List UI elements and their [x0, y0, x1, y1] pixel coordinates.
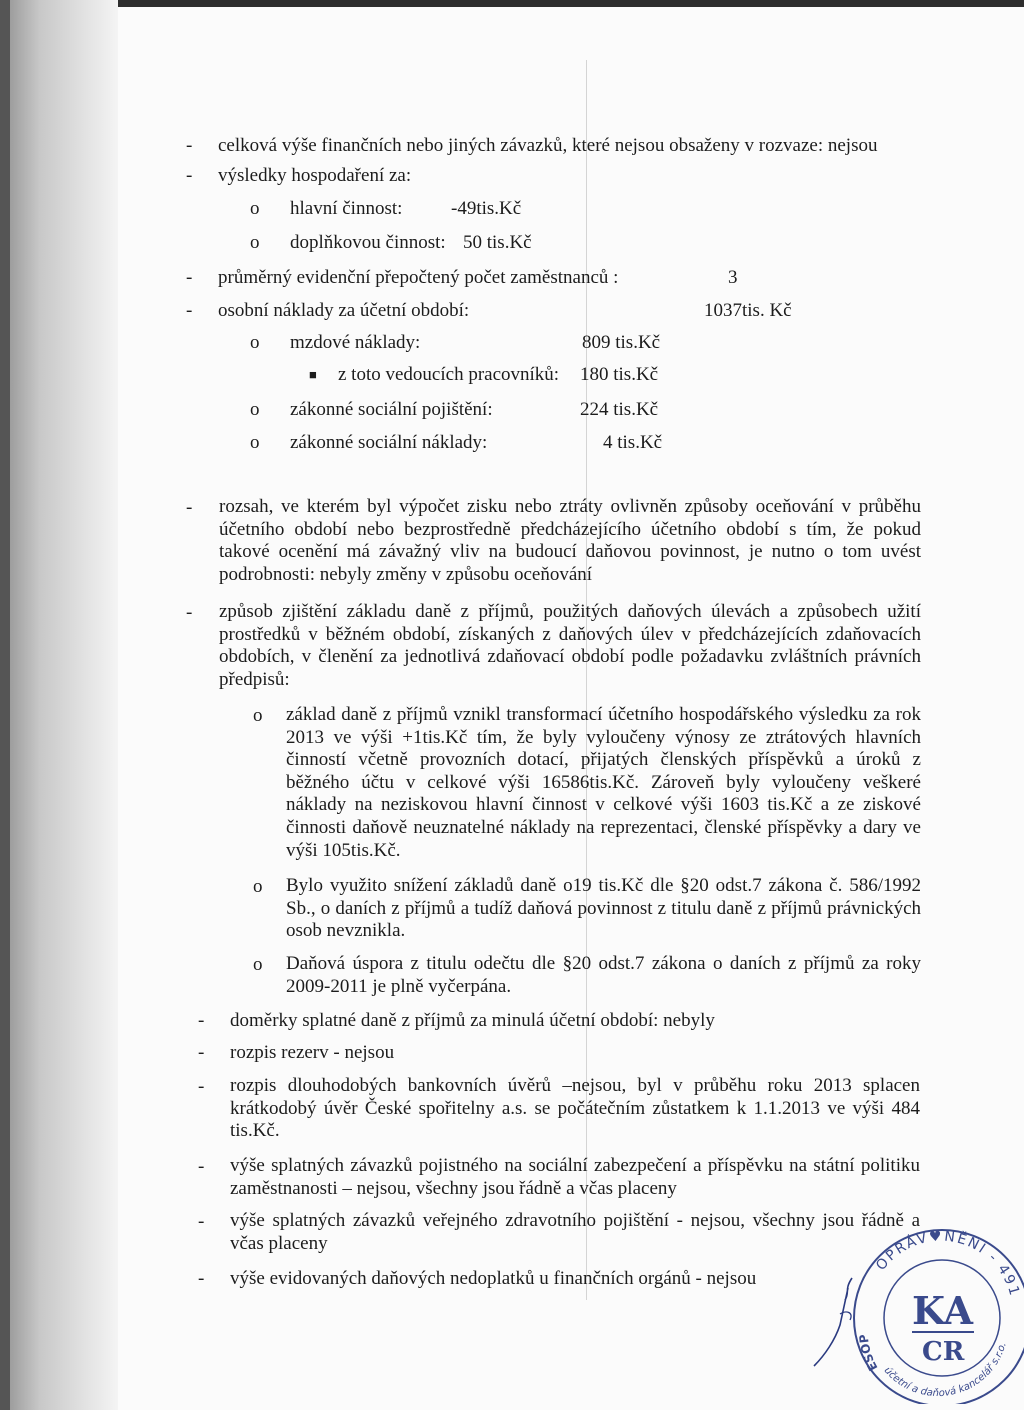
- circle-bullet: o: [250, 399, 260, 420]
- dash-bullet: -: [198, 1268, 205, 1289]
- circle-bullet: o: [250, 232, 260, 253]
- circle-bullet: o: [250, 432, 260, 453]
- dash-bullet: -: [186, 497, 193, 518]
- uspora-paragraph: Daňová úspora z titulu odečtu dle §20 odst.7 zákona o daních z příjmů za roky 2009-2011 je plně vyčerpána.: [286, 953, 921, 997]
- binding-shadow: [0, 0, 118, 1410]
- mzdove-label: mzdové náklady:: [290, 332, 421, 353]
- square-bullet: ■: [309, 367, 317, 382]
- domerky-line: doměrky splatné daně z příjmů za minulá účetní období: nebyly: [230, 1010, 715, 1031]
- vedouci-value: 180 tis.Kč: [580, 364, 659, 385]
- rezervy-line: rozpis rezerv - nejsou: [230, 1042, 395, 1063]
- scan-top-edge: [0, 0, 1024, 7]
- svg-text:účetní a daňová kancelář s.r.o: účetní a daňová kancelář s.r.o.: [881, 1341, 1009, 1400]
- hlavni-label: hlavní činnost:: [290, 198, 403, 219]
- dash-bullet: -: [198, 1156, 205, 1177]
- zaklad-paragraph: základ daně z příjmů vznikl transformací účetního hospodářského výsledku za rok 2013 ve výši +1tis.Kč tím, že byly vyloučeny výnosy ze ztrátových hlavních činností včetně provozních dotací, přijatých členských příspěvků a úroků z běžného účtu v celkové výši 16586tis.Kč. Zároveň byly vyloučeny veškeré náklady na neziskovou hlavní činnost v celkové výši 1603 tis.Kč a ze ziskové činnosti daňově neuznatelné náklady na reprezentaci, členské příspěvky a dary ve výši 105tis.Kč.: [286, 704, 921, 861]
- company-stamp: [842, 1218, 1024, 1404]
- snizeni-paragraph: Bylo využito snížení základů daně o19 tis.Kč dle §20 odst.7 zákona č. 586/1992 Sb., o daních z příjmů a tudíž daňová povinnost z titulu daně z příjmů právnických osob nevznikla.: [286, 875, 921, 942]
- socnaklady-label: zákonné sociální náklady:: [290, 432, 488, 453]
- hlavni-value: -49tis.Kč: [451, 198, 522, 219]
- circle-bullet: o: [250, 332, 260, 353]
- svg-text:KA: KA: [912, 1288, 973, 1333]
- rozsah-paragraph: rozsah, ve kterém byl výpočet zisku nebo ztráty ovlivněn způsoby oceňování v průběhu účetního období nebo bezprostředně předcházejícího účetního období s tím, že pokud takové ocenění má závažný vliv na budoucí daňovou povinnost, je nutno o tom uvést podrobnosti: nebyly změny v způsobu oceňování: [219, 496, 921, 585]
- doplnkova-label: doplňkovou činnost:: [290, 232, 446, 253]
- dash-bullet: -: [198, 1211, 205, 1232]
- circle-bullet: o: [253, 705, 263, 726]
- circle-bullet: o: [250, 198, 260, 219]
- vedouci-label: z toto vedoucích pracovníků:: [338, 364, 560, 385]
- nedoplatky-line: výše evidovaných daňových nedoplatků u finančních orgánů - nejsou: [230, 1268, 757, 1289]
- binding-edge: [0, 0, 10, 1410]
- pojisteni-label: zákonné sociální pojištění:: [290, 399, 493, 420]
- circle-bullet: o: [253, 954, 263, 975]
- uvery-paragraph: rozpis dlouhodobých bankovních úvěrů –nejsou, byl v průběhu roku 2013 splacen krátkodobý úvěr České spořitelny a.s. se počátečním zůstatkem k 1.1.2013 ve výši 484 tis.Kč.: [230, 1075, 920, 1142]
- dash-bullet: -: [186, 135, 193, 156]
- mzdove-value: 809 tis.Kč: [582, 332, 661, 353]
- circle-bullet: o: [253, 876, 263, 897]
- zdravotni-paragraph: výše splatných závazků veřejného zdravotního pojištění - nejsou, všechny jsou řádně a včas placeny: [230, 1210, 920, 1254]
- dash-bullet: -: [186, 267, 193, 288]
- dash-bullet: -: [198, 1042, 205, 1063]
- prumerny-label: průměrný evidenční přepočtený počet zaměstnanců :: [218, 267, 619, 288]
- svg-text:CR: CR: [922, 1337, 965, 1367]
- dash-bullet: -: [198, 1010, 205, 1031]
- vysledky-heading: výsledky hospodaření za:: [218, 165, 412, 186]
- svg-text:ESOP: ESOP: [856, 1333, 881, 1374]
- zavazky-line: celková výše finančních nebo jiných závazků, které nejsou obsaženy v rozvaze: nejsou: [218, 135, 878, 156]
- dash-bullet: -: [198, 1076, 205, 1097]
- osobni-value: 1037tis. Kč: [704, 300, 792, 321]
- zpusob-paragraph: způsob zjištění základu daně z příjmů, použitých daňových úlevách a způsobech užití prostředků v běžném období, získaných z daňových úlev v předcházejících zdaňovacích obdobích, v členění za jednotlivá zdaňovací období podle požadavku zvláštních právních předpisů:: [219, 601, 921, 690]
- socialni-paragraph: výše splatných závazků pojistného na sociální zabezpečení a příspěvku na státní politiku zaměstnanosti – nejsou, všechny jsou řádně a včas placeny: [230, 1155, 920, 1199]
- dash-bullet: -: [186, 165, 193, 186]
- socnaklady-value: 4 tis.Kč: [603, 432, 663, 453]
- pojisteni-value: 224 tis.Kč: [580, 399, 659, 420]
- svg-text:OPRÁV♥NĚNÍ - 491: OPRÁV♥NĚNÍ - 491: [873, 1228, 1023, 1299]
- dash-bullet: -: [186, 602, 193, 623]
- dash-bullet: -: [186, 300, 193, 321]
- prumerny-value: 3: [728, 267, 738, 288]
- doplnkova-value: 50 tis.Kč: [463, 232, 532, 253]
- osobni-label: osobní náklady za účetní období:: [218, 300, 470, 321]
